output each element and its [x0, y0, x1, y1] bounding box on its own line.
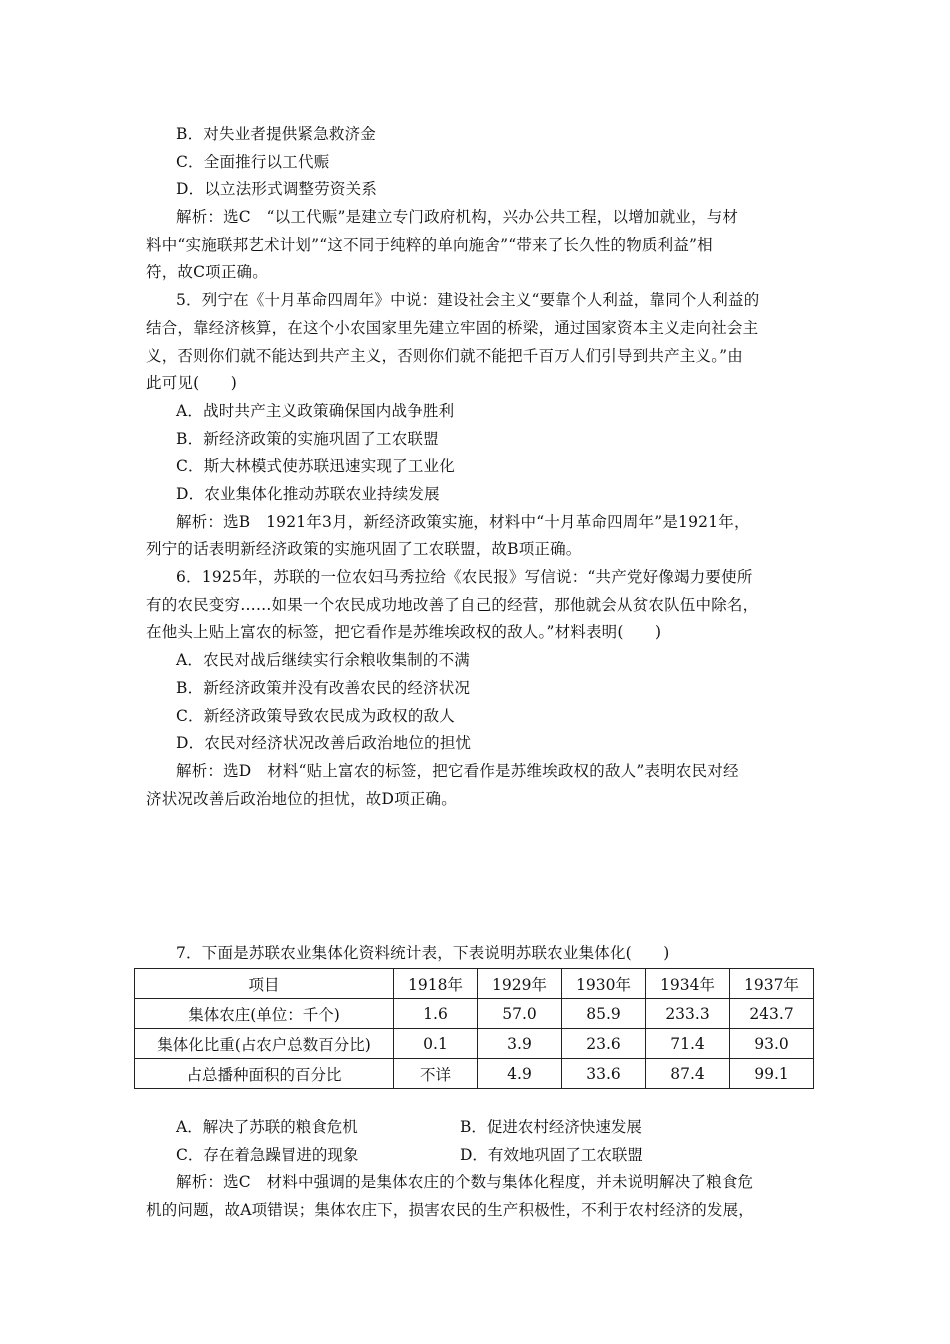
q4-analysis-line-2: 料中“实施联邦艺术计划”“这不同于纯粹的单向施舍”“带来了长久性的物质利益”相: [146, 236, 713, 254]
q4-option-c: C．全面推行以工代赈: [176, 153, 330, 171]
q4-option-d: D．以立法形式调整劳资关系: [176, 180, 378, 198]
table-cell: 不详: [394, 1059, 478, 1089]
table-header-cell: 1929年: [478, 969, 562, 999]
table-cell: 57.0: [478, 999, 562, 1029]
q6-stem-line-2: 有的农民变穷……如果一个农民成功地改善了自己的经营，那他就会从贫农队伍中除名，: [146, 596, 759, 614]
q7-option-b: B．促进农村经济快速发展: [460, 1118, 642, 1136]
q6-stem-line-3: 在他头上贴上富农的标签，把它看作是苏维埃政权的敌人。”材料表明( ): [146, 623, 662, 641]
table-header-cell: 项目: [135, 969, 394, 999]
q6-analysis-line-1: 解析：选D 材料“贴上富农的标签，把它看作是苏维埃政权的敌人”表明农民对经: [176, 762, 739, 780]
table-cell: 集体化比重(占农户总数百分比): [135, 1029, 394, 1059]
q7-analysis-line-1: 解析：选C 材料中强调的是集体农庄的个数与集体化程度，并未说明解决了粮食危: [176, 1173, 754, 1191]
table-cell: 3.9: [478, 1029, 562, 1059]
q5-stem-line-1: 5．列宁在《十月革命四周年》中说：建设社会主义“要靠个人利益，靠同个人利益的: [176, 291, 760, 309]
q4-analysis-line-1: 解析：选C “以工代赈”是建立专门政府机构，兴办公共工程，以增加就业，与材: [176, 208, 739, 226]
table-cell: 1.6: [394, 999, 478, 1029]
table-cell: 99.1: [730, 1059, 814, 1089]
table-cell: 33.6: [562, 1059, 646, 1089]
q4-analysis-line-3: 符，故C项正确。: [146, 263, 268, 281]
table-cell: 85.9: [562, 999, 646, 1029]
table-cell: 71.4: [646, 1029, 730, 1059]
table-cell: 93.0: [730, 1029, 814, 1059]
q5-analysis-line-2: 列宁的话表明新经济政策的实施巩固了工农联盟，故B项正确。: [146, 540, 582, 558]
q7-stem: 7．下面是苏联农业集体化资料统计表，下表说明苏联农业集体化( ): [176, 944, 670, 962]
table-header-cell: 1934年: [646, 969, 730, 999]
q5-option-c: C．斯大林模式使苏联迅速实现了工业化: [176, 457, 455, 475]
q6-option-c: C．新经济政策导致农民成为政权的敌人: [176, 707, 455, 725]
q7-option-c: C．存在着急躁冒进的现象: [176, 1146, 359, 1164]
q7-option-a: A．解决了苏联的粮食危机: [176, 1118, 358, 1136]
q6-option-a: A．农民对战后继续实行余粮收集制的不满: [176, 651, 470, 669]
table-cell: 4.9: [478, 1059, 562, 1089]
q5-option-b: B．新经济政策的实施巩固了工农联盟: [176, 430, 439, 448]
table-header-cell: 1918年: [394, 969, 478, 999]
q6-analysis-line-2: 济状况改善后政治地位的担忧，故D项正确。: [146, 790, 457, 808]
table-cell: 233.3: [646, 999, 730, 1029]
q5-option-d: D．农业集体化推动苏联农业持续发展: [176, 485, 440, 503]
q5-option-a: A．战时共产主义政策确保国内战争胜利: [176, 402, 455, 420]
q6-option-d: D．农民对经济状况改善后政治地位的担忧: [176, 734, 472, 752]
q7-option-d: D．有效地巩固了工农联盟: [460, 1146, 643, 1164]
q7-analysis-line-2: 机的问题，故A项错误；集体农庄下，损害农民的生产积极性，不利于农村经济的发展，: [146, 1201, 754, 1219]
q5-stem-line-2: 结合，靠经济核算，在这个小农国家里先建立牢固的桥梁，通过国家资本主义走向社会主: [146, 319, 759, 337]
q5-stem-line-3: 义，否则你们就不能达到共产主义，否则你们就不能把千百万人们引导到共产主义。”由: [146, 347, 743, 365]
q5-stem-line-4: 此可见( ): [146, 374, 237, 392]
q5-analysis-line-1: 解析：选B 1921年3月，新经济政策实施，材料中“十月革命四周年”是1921年，: [176, 513, 750, 531]
table-cell: 243.7: [730, 999, 814, 1029]
q6-option-b: B．新经济政策并没有改善农民的经济状况: [176, 679, 471, 697]
table-row: [135, 999, 814, 1029]
table-row: [135, 1059, 814, 1089]
table-cell: 87.4: [646, 1059, 730, 1089]
table-header-row: [135, 969, 814, 999]
table-header-cell: 1937年: [730, 969, 814, 999]
table-cell: 占总播种面积的百分比: [135, 1059, 394, 1089]
collectivization-table: [134, 968, 814, 1089]
q4-option-b: B．对失业者提供紧急救济金: [176, 125, 376, 143]
table-cell: 0.1: [394, 1029, 478, 1059]
table-header-cell: 1930年: [562, 969, 646, 999]
table-cell: 集体农庄(单位：千个): [135, 999, 394, 1029]
table-row: [135, 1029, 814, 1059]
q6-stem-line-1: 6．1925年，苏联的一位农妇马秀拉给《农民报》写信说：“共产党好像竭力要使所: [176, 568, 753, 586]
table-cell: 23.6: [562, 1029, 646, 1059]
